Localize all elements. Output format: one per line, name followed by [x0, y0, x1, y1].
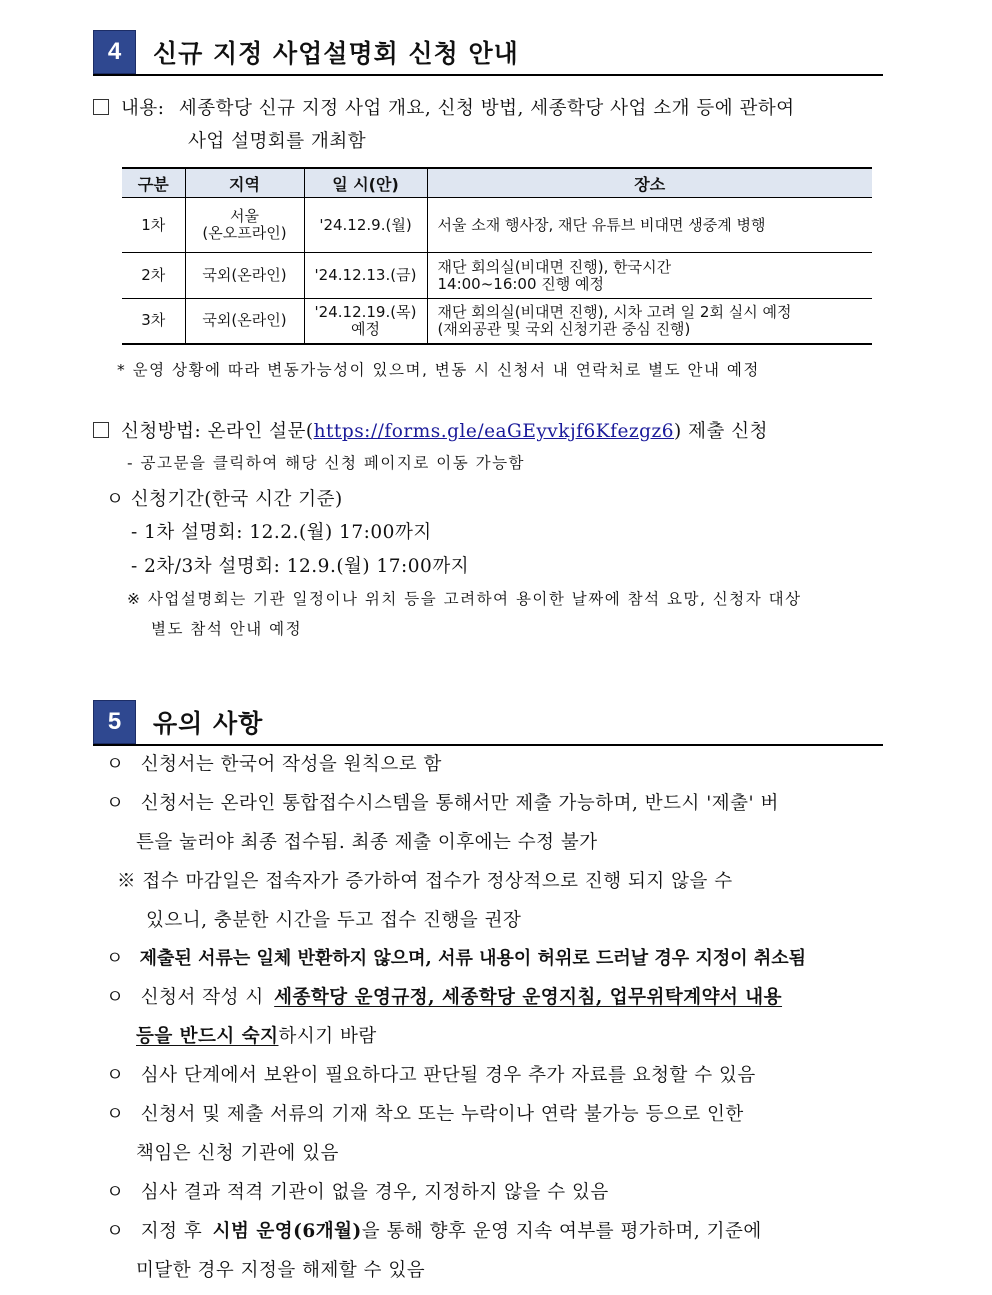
- period-item: - 2차/3차 설명회: 12.9.(월) 17:00까지: [131, 556, 470, 577]
- section-title: 유의 사항: [153, 709, 264, 738]
- table-row: [122, 198, 872, 253]
- notice-item-cont: 튼을 눌러야 최종 접수됨. 최종 제출 이후에는 수정 불가: [136, 832, 598, 853]
- notice-note-cont: 있으니, 충분한 시간을 두고 접수 진행을 권장: [146, 910, 522, 931]
- section-title: 신규 지정 사업설명회 신청 안내: [153, 39, 519, 68]
- checkbox-square-icon: [93, 99, 109, 115]
- bullet: ㅇ: [106, 1182, 125, 1203]
- section-5-header: [93, 700, 883, 746]
- notice-item: ㅇ 제출된 서류는 일체 반환하지 않으며, 서류 내용이 허위로 드러날 경우 지정이 취소됨: [106, 948, 807, 969]
- table-header: 장소: [427, 168, 872, 198]
- round-cell: 3차: [122, 299, 185, 344]
- region-cell: 국외(온라인): [185, 253, 304, 299]
- date-cell: '24.12.13.(금): [304, 253, 427, 299]
- table-note: * 운영 상황에 따라 변동가능성이 있으며, 변동 시 신청서 내 연락처로 별도 안내 예정: [117, 361, 760, 379]
- period-item: - 1차 설명회: 12.2.(월) 17:00까지: [131, 522, 432, 543]
- method-prefix: 신청방법: 온라인 설문(: [121, 421, 314, 442]
- table-header-row: [122, 168, 872, 198]
- period-note: ※ 사업설명회는 기관 일정이나 위치 등을 고려하여 용이한 날짜에 참석 요망, 신청자 대상: [127, 590, 802, 608]
- bullet: ㅇ: [106, 793, 125, 814]
- section-number-badge: 5: [93, 700, 136, 744]
- date-cell: '24.12.9.(월): [304, 198, 427, 253]
- table-header: 구분: [122, 168, 185, 198]
- period-note-cont: 별도 참석 안내 예정: [151, 620, 303, 638]
- emphasis-text: 등을 반드시 숙지: [136, 1026, 279, 1047]
- content-line: [93, 94, 903, 120]
- notice-item: ㅇ 심사 단계에서 보완이 필요하다고 판단될 경우 추가 자료를 요청할 수 있음: [106, 1065, 756, 1086]
- period-title: ㅇ 신청기간(한국 시간 기준): [106, 489, 343, 510]
- notice-item: ㅇ 신청서는 온라인 통합접수시스템을 통해서만 제출 가능하며, 반드시 '제출' 버: [106, 793, 779, 814]
- survey-link[interactable]: https://forms.gle/eaGEyvkjf6Kfezgz6: [313, 421, 675, 442]
- date-cell: '24.12.19.(목) 예정: [304, 299, 427, 344]
- content-prefix: 내용:: [121, 98, 165, 119]
- notice-item: ㅇ 지정 후 시범 운영(6개월)을 통해 향후 운영 지속 여부를 평가하며, 기준에: [106, 1221, 762, 1242]
- bullet: ㅇ: [106, 1104, 125, 1125]
- round-cell: 1차: [122, 198, 185, 253]
- method-line: [93, 417, 768, 443]
- method-suffix: ) 제출 신청: [674, 421, 768, 442]
- round-cell: 2차: [122, 253, 185, 299]
- emphasis-text: 세종학당 운영규정, 세종학당 운영지침, 업무위탁계약서 내용: [274, 987, 783, 1008]
- region-cell: 국외(온라인): [185, 299, 304, 344]
- table-header: 일 시(안): [304, 168, 427, 198]
- region-cell: 서울 (온오프라인): [185, 198, 304, 253]
- notice-item: ㅇ 심사 결과 적격 기관이 없을 경우, 지정하지 않을 수 있음: [106, 1182, 609, 1203]
- content-text: 세종학당 신규 지정 사업 개요, 신청 방법, 세종학당 사업 소개 등에 관하여: [178, 98, 795, 119]
- table-row: [122, 299, 872, 344]
- content-text-cont: 사업 설명회를 개최함: [188, 131, 367, 152]
- emphasis-text: 시범 운영(6개월): [212, 1221, 362, 1242]
- place-cell: 재단 회의실(비대면 진행), 시차 고려 일 2회 실시 예정 (재외공관 및 국외 신청기관 중심 진행): [427, 299, 872, 344]
- notice-item-cont: 등을 반드시 숙지하시기 바람: [136, 1026, 377, 1047]
- checkbox-square-icon: [93, 422, 109, 438]
- notice-item: ㅇ 신청서 작성 시 세종학당 운영규정, 세종학당 운영지침, 업무위탁계약서 내용: [106, 987, 783, 1008]
- notice-item: ㅇ 신청서는 한국어 작성을 원칙으로 함: [106, 754, 442, 775]
- place-cell: 서울 소재 행사장, 재단 유튜브 비대면 생중계 병행: [427, 198, 872, 253]
- bullet: ㅇ: [106, 1221, 125, 1242]
- schedule-table: [122, 167, 872, 345]
- bullet: ㅇ: [106, 1065, 125, 1086]
- notice-item: ㅇ 신청서 및 제출 서류의 기재 착오 또는 누락이나 연락 불가능 등으로 인한: [106, 1104, 744, 1125]
- bullet: ㅇ: [106, 754, 125, 775]
- section-4-header: [93, 30, 883, 76]
- bullet: ㅇ: [106, 987, 125, 1008]
- notice-item-cont: 미달한 경우 지정을 해제할 수 있음: [136, 1260, 426, 1281]
- place-cell: 재단 회의실(비대면 진행), 한국시간 14:00~16:00 진행 예정: [427, 253, 872, 299]
- notice-note: ※ 접수 마감일은 접속자가 증가하여 접수가 정상적으로 진행 되지 않을 수: [117, 871, 733, 892]
- table-header: 지역: [185, 168, 304, 198]
- table-row: [122, 253, 872, 299]
- method-sub: - 공고문을 클릭하여 해당 신청 페이지로 이동 가능함: [127, 454, 526, 472]
- bullet: ㅇ: [106, 948, 124, 969]
- notice-item-cont: 책임은 신청 기관에 있음: [136, 1143, 339, 1164]
- section-number-badge: 4: [93, 30, 136, 74]
